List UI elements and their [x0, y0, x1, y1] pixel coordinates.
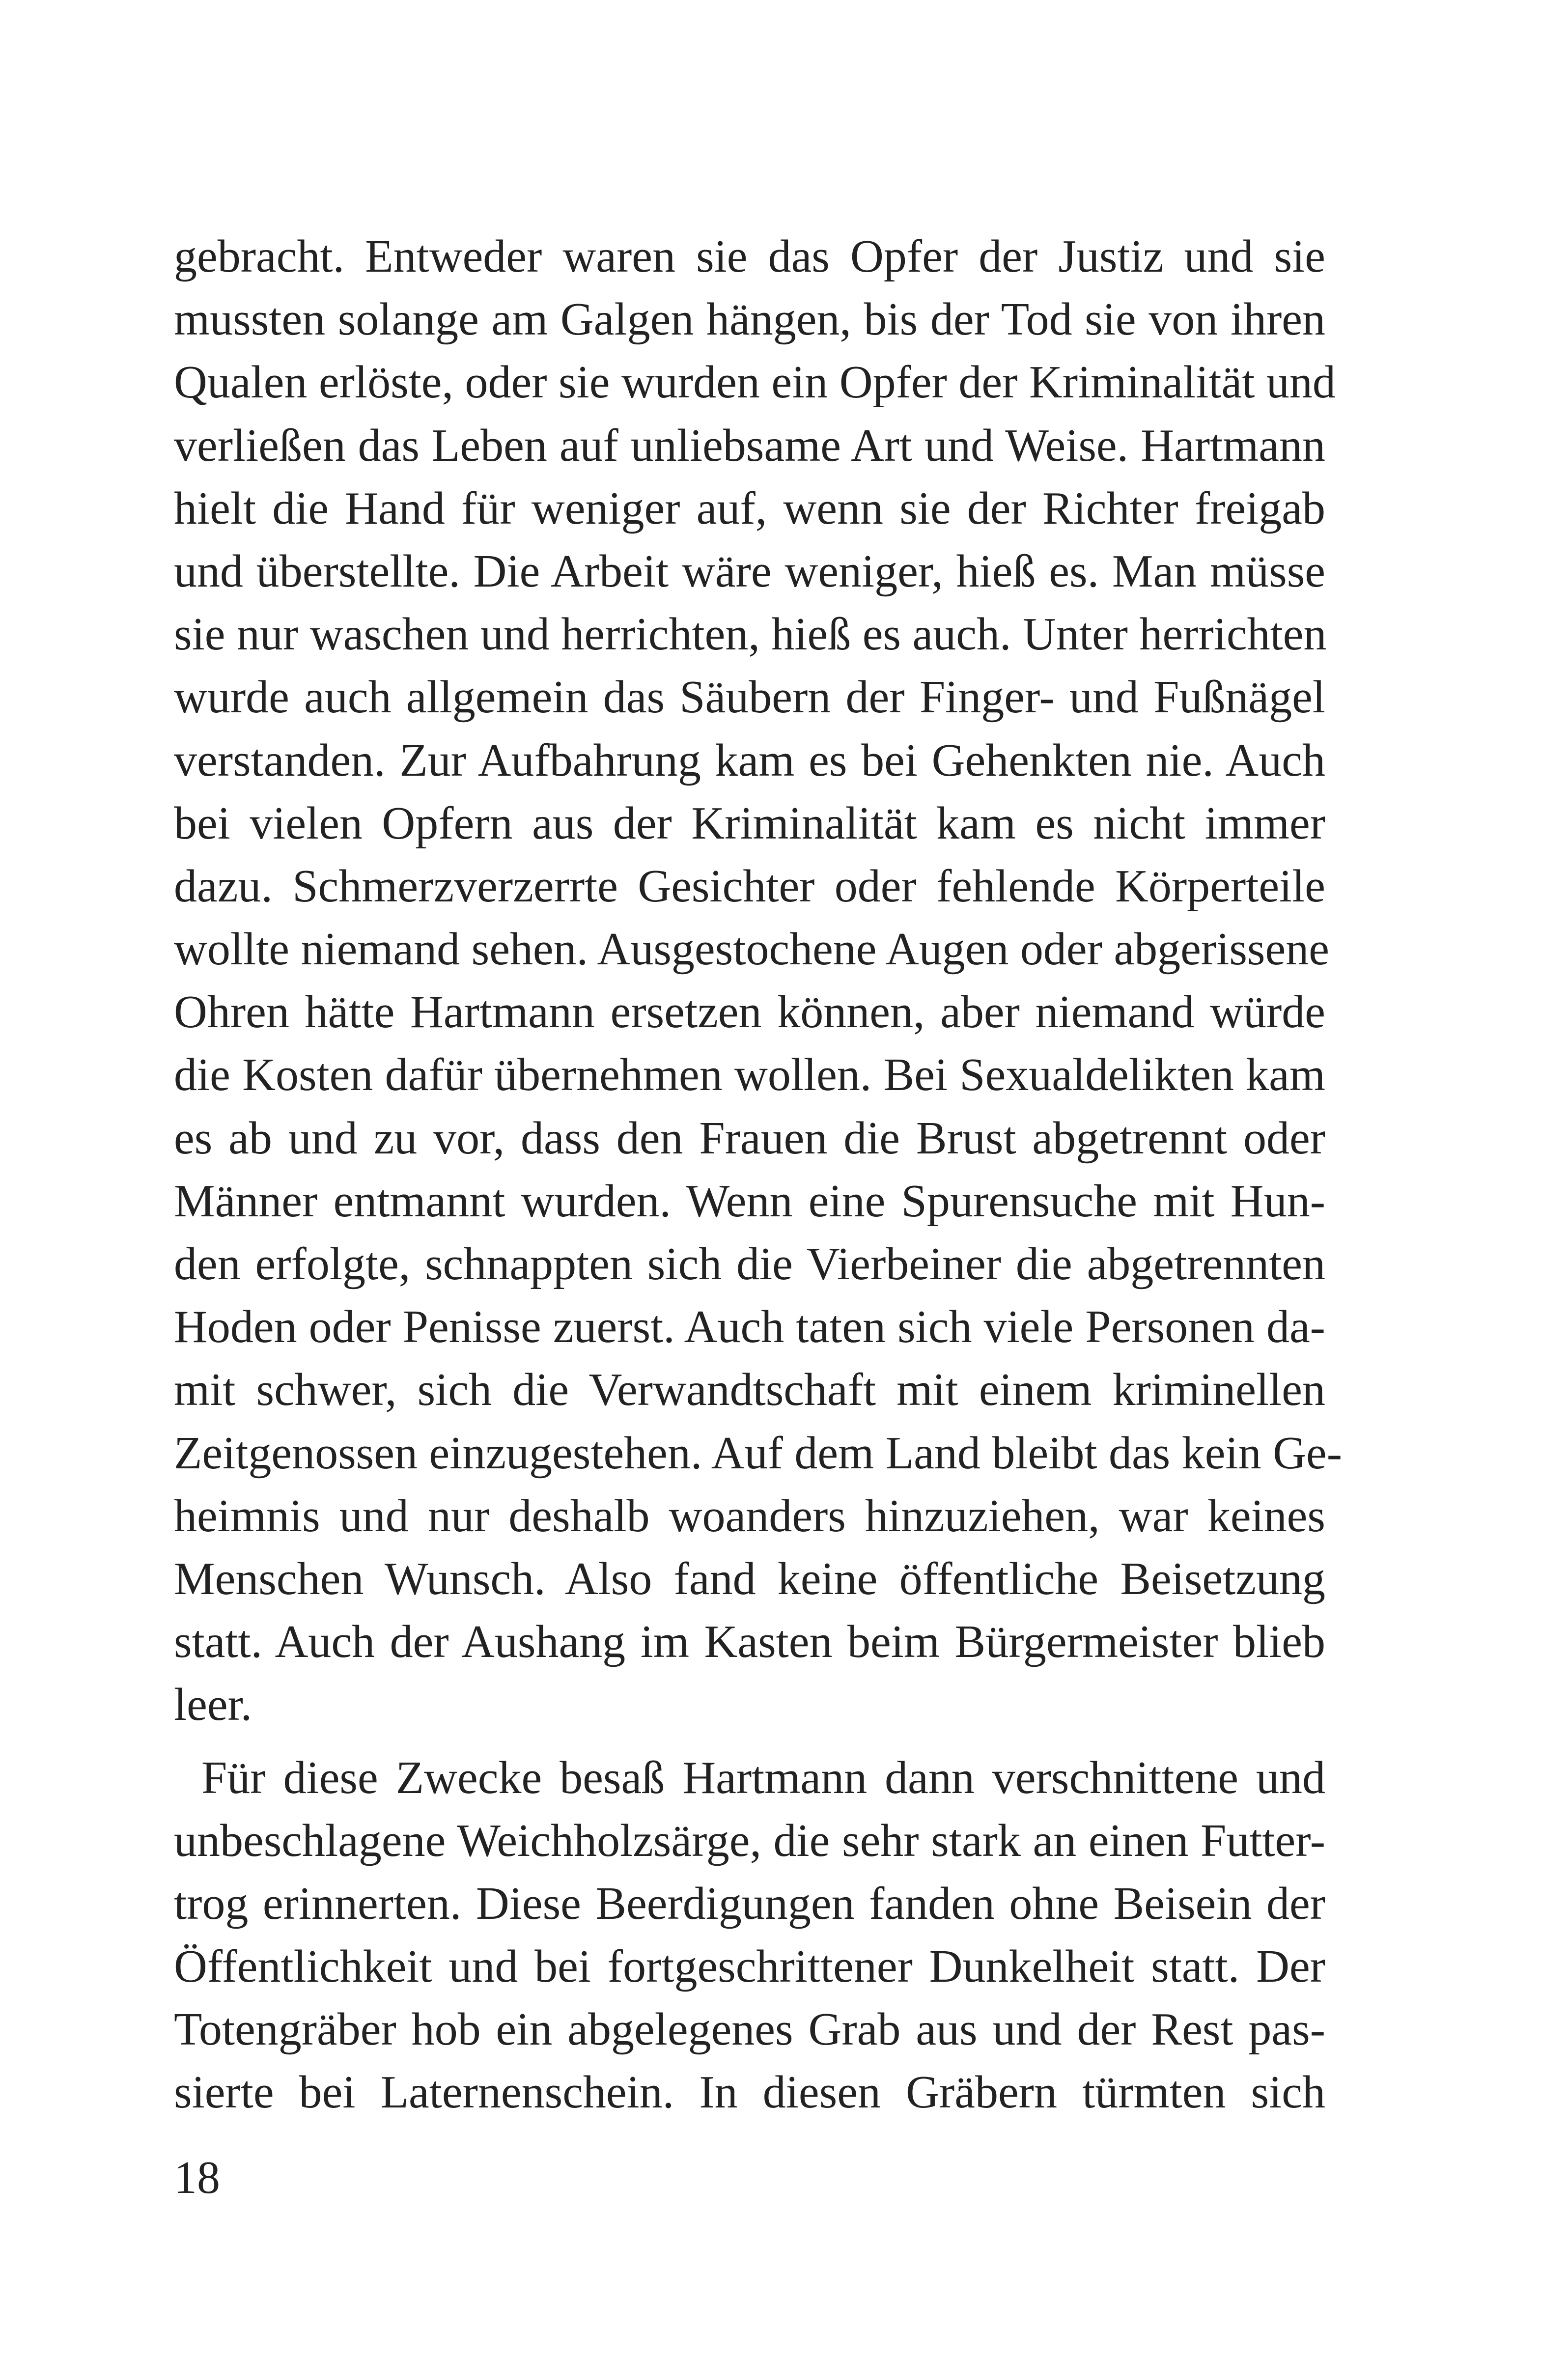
text-line: mit schwer, sich die Verwandtschaft mit einem kriminellen [174, 1364, 1325, 1416]
text-line: Qualen erlöste, oder sie wurden ein Opfer der Kriminalität und [174, 357, 1336, 408]
body-text [174, 225, 1342, 2124]
text-line: verließen das Leben auf unliebsame Art und Weise. Hartmann [174, 420, 1325, 471]
text-line: Totengräber hob ein abgelegenes Grab aus und der Rest pas- [174, 2004, 1325, 2055]
page-number: 18 [174, 2152, 220, 2203]
text-line: wollte niemand sehen. Ausgestochene Augen oder abgerissene [174, 924, 1329, 975]
text-line: bei vielen Opfern aus der Kriminalität kam es nicht immer [174, 797, 1325, 849]
paragraph-spacer [174, 1737, 1325, 1746]
paragraph-1 [174, 225, 1342, 1737]
text-line: verstanden. Zur Aufbahrung kam es bei Gehenkten nie. Auch [174, 734, 1325, 786]
text-line: sierte bei Laternenschein. In diesen Gräbern türmten sich [174, 2067, 1325, 2118]
text-line: unbeschlagene Weichholzsärge, die sehr stark an einen Futter- [174, 1815, 1325, 1866]
text-line: Männer entmannt wurden. Wenn eine Spurensuche mit Hun- [174, 1175, 1325, 1227]
text-line: trog erinnerten. Diese Beerdigungen fanden ohne Beisein der [174, 1878, 1325, 1929]
text-line: sie nur waschen und herrichten, hieß es auch. Unter herrichten [174, 609, 1327, 660]
text-line: wurde auch allgemein das Säubern der Finger- und Fußnägel [174, 672, 1325, 723]
text-line: und überstellte. Die Arbeit wäre weniger, hieß es. Man müsse [174, 545, 1325, 597]
text-line: dazu. Schmerzverzerrte Gesichter oder fehlende Körperteile [174, 860, 1325, 912]
text-line: es ab und zu vor, dass den Frauen die Brust abgetrennt oder [174, 1112, 1325, 1164]
text-line: mussten solange am Galgen hängen, bis der Tod sie von ihren [174, 294, 1325, 345]
text-line: Für diese Zwecke besaß Hartmann dann verschnittene und [201, 1752, 1325, 1803]
text-line: leer. [174, 1679, 252, 1731]
paragraph-2 [174, 1746, 1325, 2124]
text-line: statt. Auch der Aushang im Kasten beim Bürgermeister blieb [174, 1616, 1325, 1668]
text-line: den erfolgte, schnappten sich die Vierbeiner die abgetrennten [174, 1238, 1325, 1290]
text-line: Öffentlichkeit und bei fortgeschrittener Dunkelheit statt. Der [174, 1941, 1325, 1993]
text-line: die Kosten dafür übernehmen wollen. Bei Sexualdelikten kam [174, 1049, 1325, 1101]
text-line: Ohren hätte Hartmann ersetzen können, aber niemand würde [174, 986, 1325, 1038]
text-line: gebracht. Entweder waren sie das Opfer der Justiz und sie [174, 231, 1325, 282]
text-line: Menschen Wunsch. Also fand keine öffentliche Beisetzung [174, 1553, 1325, 1604]
text-line: heimnis und nur deshalb woanders hinzuziehen, war keines [174, 1490, 1325, 1542]
text-line: hielt die Hand für weniger auf, wenn sie der Richter freigab [174, 482, 1325, 534]
text-line: Zeitgenossen einzugestehen. Auf dem Land bleibt das kein Ge- [174, 1427, 1342, 1479]
text-line: Hoden oder Penisse zuerst. Auch taten sich viele Personen da- [174, 1301, 1325, 1353]
